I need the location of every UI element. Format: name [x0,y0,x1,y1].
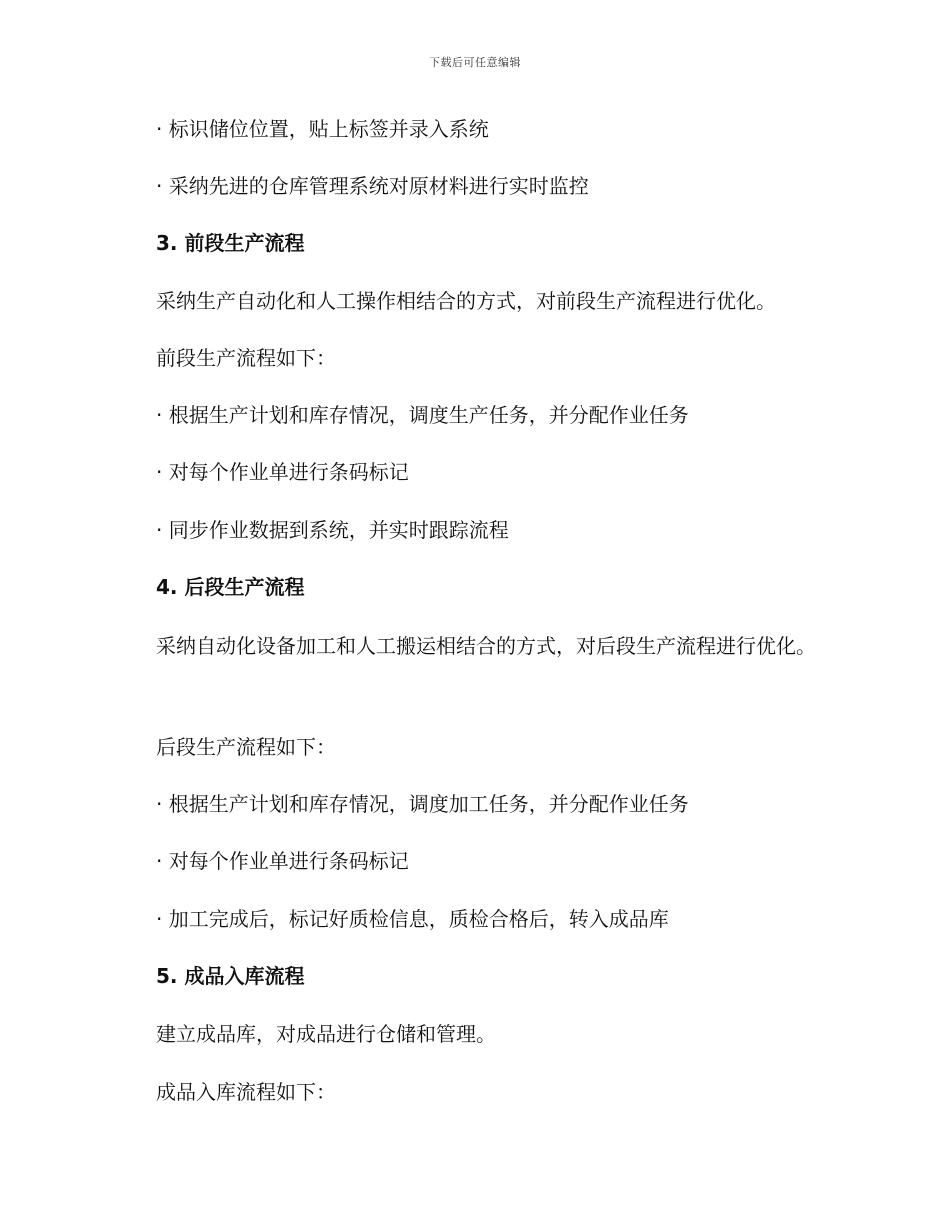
paragraph: 建立成品库，对成品进行仓储和管理。 [156,1022,496,1046]
bullet-item: · 对每个作业单进行条码标记 [156,460,409,484]
paragraph: 成品入库流程如下： [156,1080,336,1104]
bullet-item: · 根据生产计划和库存情况，调度加工任务，并分配作业任务 [156,792,689,816]
section-heading: 4. 后段生产流程 [156,575,305,599]
bullet-item: · 根据生产计划和库存情况，调度生产任务，并分配作业任务 [156,403,689,427]
bullet-item: · 采纳先进的仓库管理系统对原材料进行实时监控 [156,174,589,198]
header-note: 下载后可任意编辑 [429,56,521,69]
paragraph: 后段生产流程如下： [156,735,336,759]
bullet-item: · 加工完成后，标记好质检信息，质检合格后，转入成品库 [156,907,669,931]
bullet-item: · 标识储位位置，贴上标签并录入系统 [156,117,489,141]
paragraph: 前段生产流程如下： [156,346,336,370]
bullet-item: · 对每个作业单进行条码标记 [156,849,409,873]
section-heading: 3. 前段生产流程 [156,231,305,255]
section-heading: 5. 成品入库流程 [156,964,305,988]
paragraph: 采纳自动化设备加工和人工搬运相结合的方式，对后段生产流程进行优化。 [156,634,816,658]
paragraph: 采纳生产自动化和人工操作相结合的方式，对前段生产流程进行优化。 [156,289,776,313]
bullet-item: · 同步作业数据到系统，并实时跟踪流程 [156,518,509,542]
